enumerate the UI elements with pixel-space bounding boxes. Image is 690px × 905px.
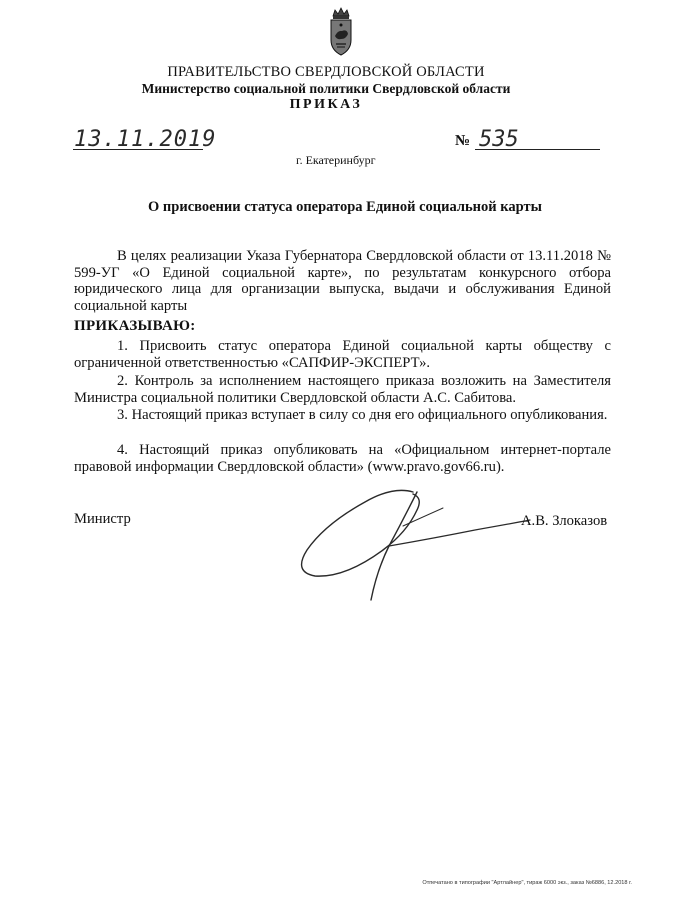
minister-position: Министр <box>74 511 131 527</box>
order-item-3: 3. Настоящий приказ вступает в силу со дня его официального опубликования. <box>117 407 608 423</box>
document-title: О присвоении статуса оператора Единой социальной карты <box>148 199 542 215</box>
print-footer: Отпечатано в типографии "Артлайнер", тираж 6000 экз., заказ №6886, 12.2018 г. <box>422 880 632 886</box>
order-item-2: 2. Контроль за исполнением настоящего приказа возложить на Заместителя Министра социальной политики Свердловской области А.С. Сабитова. <box>74 373 611 406</box>
date-underline <box>73 149 203 150</box>
number-sign: № <box>455 133 471 149</box>
document-type-heading: ПРИКАЗ <box>289 97 363 112</box>
order-item-1: 1. Присвоить статус оператора Единой социальной карты обществу с ограниченной ответственностью «САПФИР-ЭКСПЕРТ». <box>74 338 611 371</box>
handwritten-signature <box>285 480 535 605</box>
preamble-paragraph: В целях реализации Указа Губернатора Свердловской области от 13.11.2018 № 599-УГ «О Единой социальной карте», по результатам конкурсного отбора юридического лица для организации выпуска, выдачи и обслуживания Единой социальной карты <box>74 248 611 314</box>
number-underline <box>475 149 600 150</box>
government-heading: ПРАВИТЕЛЬСТВО СВЕРДЛОВСКОЙ ОБЛАСТИ <box>167 64 485 80</box>
coat-of-arms-icon <box>326 6 356 58</box>
order-item-4: 4. Настоящий приказ опубликовать на «Официальном интернет-портале правовой информации Свердловской области» (www.pravo.gov66.ru). <box>74 442 611 475</box>
ministry-heading: Министерство социальной политики Свердловской области <box>141 81 511 96</box>
minister-name: А.В. Злоказов <box>521 513 608 529</box>
handwritten-date-text: 13.11.2019 <box>74 127 217 152</box>
city-label: г. Екатеринбург <box>296 153 376 167</box>
command-heading: ПРИКАЗЫВАЮ: <box>74 318 196 334</box>
handwritten-number-text: 535 <box>479 127 519 152</box>
